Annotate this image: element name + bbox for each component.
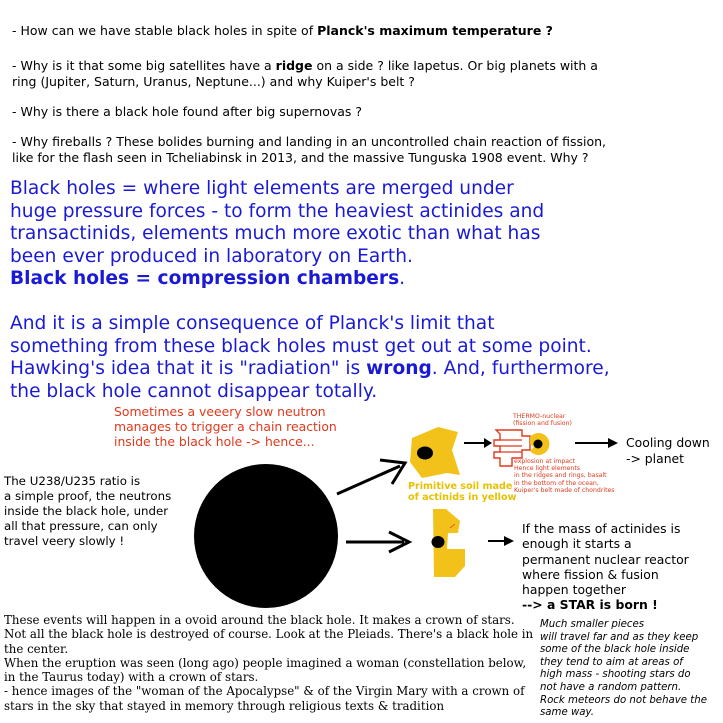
black-holes-definition: Black holes = where light elements are merged under huge pressure forces - to form the heaviest actinides and transactinids, elements much more exotic than what has been ever produced in laboratory on Earth. Black holes = compression chambers. xyxy=(10,178,545,289)
arrow-to-cooling xyxy=(575,438,618,448)
meteor-note: Much smaller pieces will travel far and as they keep some of the black hole inside they tend to aim at areas of high mass - shooting stars do not have a random pattern. Rock meteors do not behave the same way. xyxy=(540,619,708,719)
question-2: - Why is it that some big satellites have a ridge on a side ? like Iapetus. Or big planets with a ring (Jupiter, Saturn, Uranus, Neptune...) and why Kuiper's belt ? xyxy=(12,58,598,89)
question-3: - Why is there a black hole found after big supernovas ? xyxy=(12,104,363,119)
chain-reaction-note: Sometimes a veeery slow neutron manages to trigger a chain reaction inside the black hole -> hence... xyxy=(114,404,337,449)
question-1: - How can we have stable black holes in spite of Planck's maximum temperature ? xyxy=(12,23,553,38)
upper-fragment xyxy=(410,427,460,478)
planck-limit-paragraph: And it is a simple consequence of Planck's limit that something from these black holes must get out at some point. Hawking's idea that it is "radiation" is wrong. And, furthermore, the black hole cannot disappear totally. xyxy=(10,313,610,402)
arrow-to-fragment xyxy=(337,460,405,494)
star-born-heading: --> a STAR is born ! xyxy=(522,597,658,613)
arrow-to-star-fragment xyxy=(346,532,409,552)
thermo-nuclear-label: THERMO-nuclear (fission and fusion) xyxy=(513,413,572,428)
u238-note: The U238/U235 ratio is a simple proof, the neutrons inside the black hole, under all that pressure, can only travel veery slowly ! xyxy=(4,474,172,548)
star-born-note: If the mass of actinides is enough it starts a permanent nuclear reactor where fission & fusion happen together --> a STAR is born ! xyxy=(522,521,689,613)
explosion-note: explosion at impact Hence light elements in the ridges and rings, basalt in the bottom of the ocean, Kuiper's belt made of chondrites xyxy=(514,458,615,494)
cooling-down-label: Cooling down -> planet xyxy=(626,435,710,466)
arrow-to-star xyxy=(488,536,514,546)
question-4: - Why fireballs ? These bolides burning and landing in an uncontrolled chain reaction of fission, like for the flash seen in Tcheliabinsk in 2013, and the massive Tunguska 1908 event. Why ? xyxy=(12,134,606,165)
crown-of-stars-paragraph: These events will happen in a ovoid around the black hole. It makes a crown of stars. Not all the black hole is destroyed of course. Look at the Pleiads. There's a black hole in the center. When the eruption was seen (long ago) people imagined a woman (constellation below, in the Taurus today) with a crown of stars. - hence images of the "woman of the Apocalypse" & of the Virgin Mary with a crown of stars in the sky that stayed in memory through religious texts & tradition xyxy=(4,613,534,713)
black-hole-circle xyxy=(194,464,338,608)
primitive-soil-label: Primitive soil made of actinids in yellow xyxy=(408,481,517,503)
star-fragment xyxy=(432,509,466,577)
arrow-to-explosion xyxy=(464,438,492,448)
